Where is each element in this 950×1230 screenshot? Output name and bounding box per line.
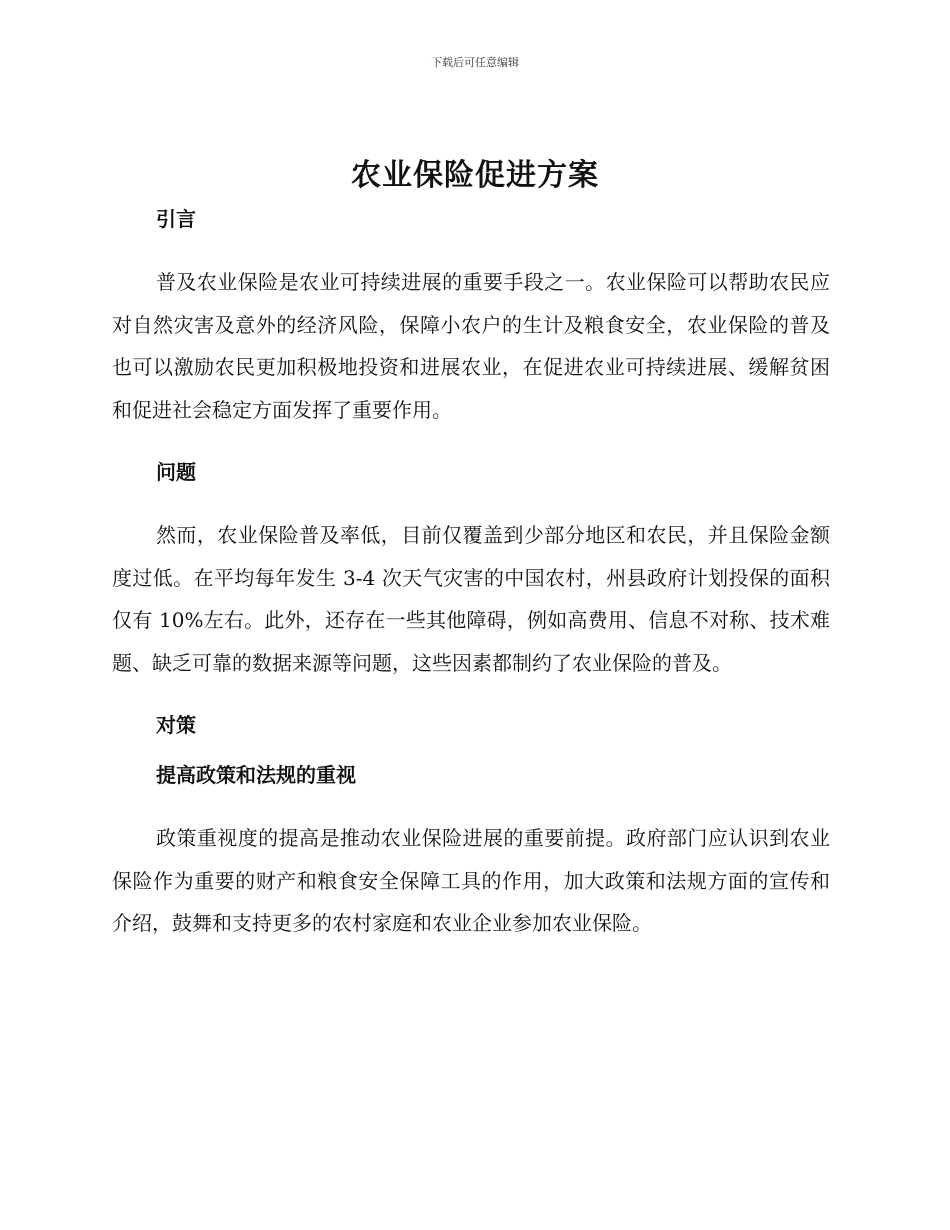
header-note: 下载后可任意编辑 (431, 56, 519, 69)
document-title: 农业保险促进方案 (351, 158, 599, 193)
section-heading-countermeasure: 对策 (156, 713, 196, 737)
subsection-heading-policy: 提高政策和法规的重视 (156, 763, 356, 787)
intro-paragraph: 普及农业保险是农业可持续进展的重要手段之一。农业保险可以帮助农民应对自然灾害及意外的经济风险，保障小农户的生计及粮食安全，农业保险的普及也可以激励农民更加积极地投资和进展农业，在促进农业可持续进展、缓解贫困和促进社会稳定方面发挥了重要作用。 (112, 270, 830, 422)
section-heading-intro: 引言 (156, 207, 196, 231)
policy-paragraph: 政策重视度的提高是推动农业保险进展的重要前提。政府部门应认识到农业保险作为重要的财产和粮食安全保障工具的作用，加大政策和法规方面的宣传和介绍，鼓舞和支持更多的农村家庭和农业企业参加农业保险。 (112, 826, 830, 935)
problem-paragraph: 然而，农业保险普及率低，目前仅覆盖到少部分地区和农民，并且保险金额度过低。在平均每年发生 3-4 次天气灾害的中国农村，州县政府计划投保的面积仅有 10%左右。此外，还存在一些其他障碍，例如高费用、信息不对称、技术难题、缺乏可靠的数据来源等问题，这些因素都制约了农业保险的普及。 (112, 523, 830, 675)
document-body (112, 204, 830, 945)
section-heading-problem: 问题 (156, 460, 196, 484)
